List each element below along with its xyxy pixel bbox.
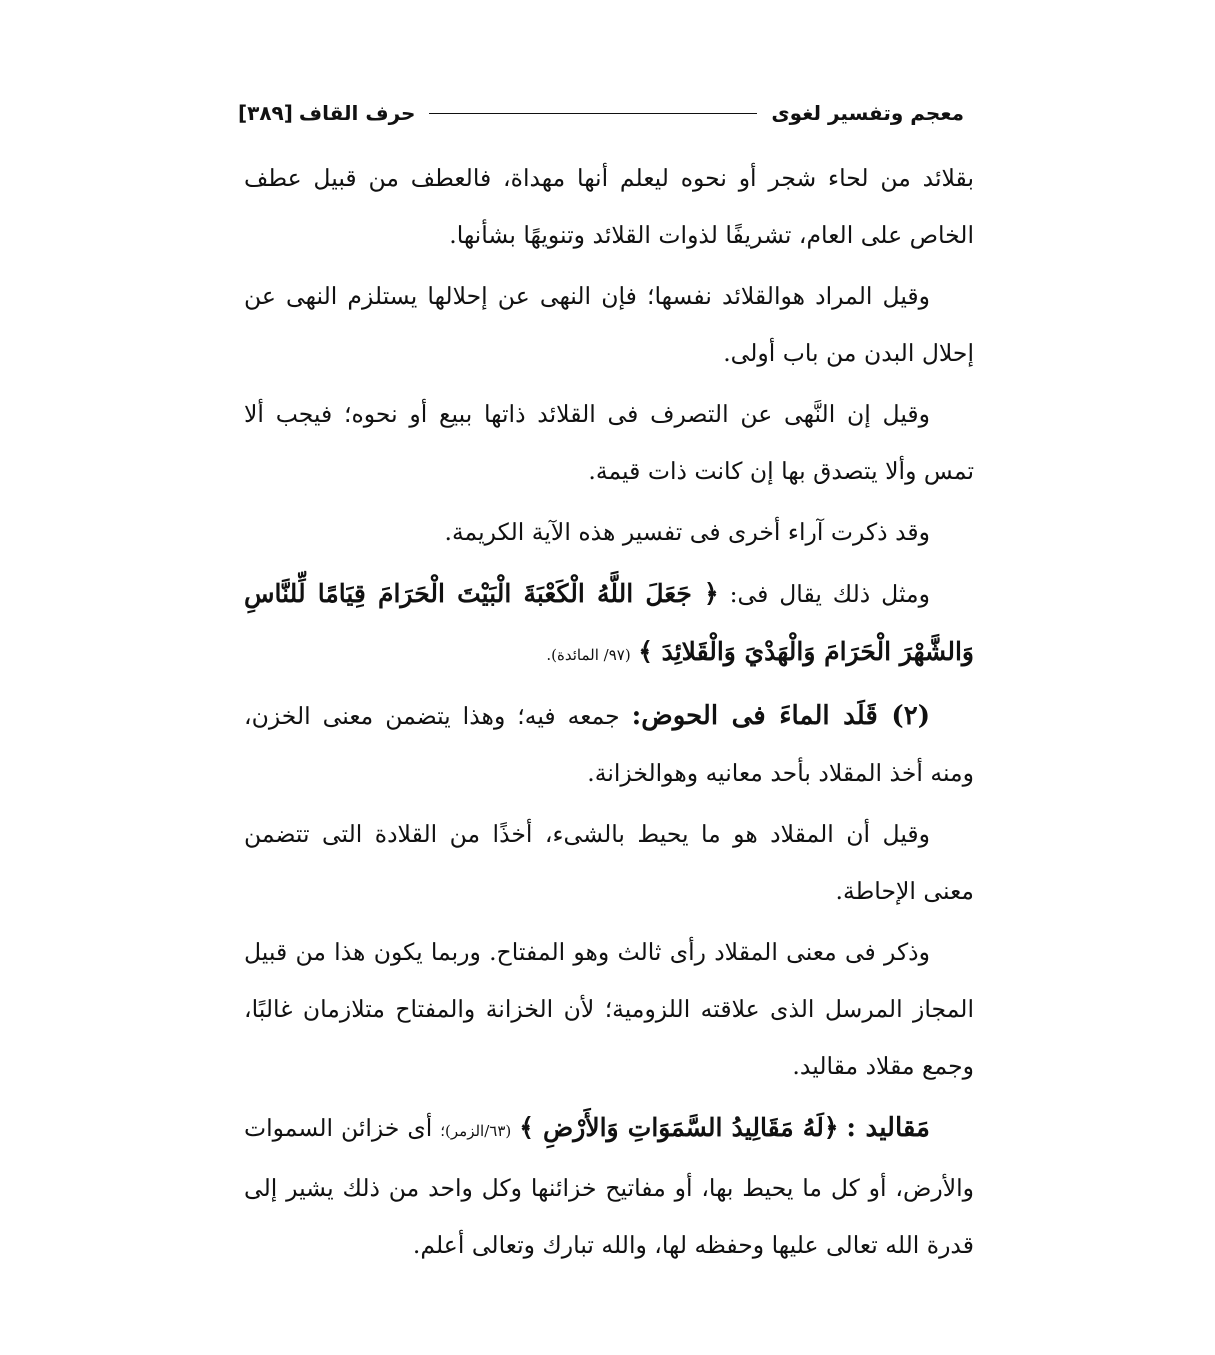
body-text	[244, 150, 974, 1274]
paragraph-8	[244, 924, 974, 1095]
chapter-info	[238, 101, 415, 125]
paragraph-1	[244, 150, 974, 264]
paragraph-3	[244, 386, 974, 500]
paragraph-7	[244, 806, 974, 920]
paragraph-text: وذكر فى معنى المقلاد رأى ثالث وهو المفتاح. وربما يكون هذا من قبيل المجاز المرسل الذى علاقته اللزومية؛ لأن الخزانة والمفتاح متلازمان غالبًا، وجمع مقلاد مقاليد.	[244, 938, 974, 1080]
paragraph-text: جمعه فيه؛ وهذا يتضمن معنى الخزن، ومنه أخذ المقلاد بأحد معانيه وهوالخزانة.	[244, 702, 974, 787]
quran-verse: ﴿لَهُ مَقَالِيدُ السَّمَوَاتِ وَالأَرْضِ ﴾	[519, 1113, 839, 1142]
verse-reference: (٦٣/الزمر)؛	[440, 1122, 512, 1140]
entry-term: مَقاليد :	[846, 1113, 930, 1143]
paragraph-9	[244, 1099, 974, 1274]
paragraph-text: وقد ذكرت آراء أخرى فى تفسير هذه الآية الكريمة.	[444, 518, 930, 546]
verse-reference: (٩٧/ المائدة).	[546, 646, 631, 664]
paragraph-text: أى خزائن السموات والأرض، أو كل ما يحيط بها، أو مفاتيح خزائنها وكل واحد من ذلك يشير إلى قدرة الله تعالى عليها وحفظه لها، والله تبارك وتعالى أعلم.	[244, 1114, 974, 1259]
page-number: [٣٨٩]	[238, 101, 293, 125]
paragraph-2	[244, 268, 974, 382]
book-title: معجم وتفسير لغوى	[771, 101, 964, 125]
header-rule	[429, 113, 757, 114]
quran-verse: ﴿ جَعَلَ اللَّهُ الْكَعْبَةَ الْبَيْتَ الْحَرَامَ قِيَامًا لِّلنَّاسِ وَالشَّهْرَ الْحَرَامَ وَالْهَدْيَ وَالْقَلائِدَ ﴾	[244, 579, 974, 666]
paragraph-5	[244, 565, 974, 684]
paragraph-6	[244, 688, 974, 802]
chapter-title: حرف القاف	[298, 101, 416, 125]
paragraph-4	[244, 504, 974, 561]
running-header	[238, 96, 964, 130]
entry-term: (٢) قَلَد الماءَ فى الحوض:	[631, 701, 930, 731]
paragraph-text: وقيل المراد هوالقلائد نفسها؛ فإن النهى عن إحلالها يستلزم النهى عن إحلال البدن من باب أولى.	[244, 282, 974, 367]
paragraph-intro: ومثل ذلك يقال فى:	[729, 580, 930, 608]
paragraph-text: بقلائد من لحاء شجر أو نحوه ليعلم أنها مهداة، فالعطف من قبيل عطف الخاص على العام، تشريفًا لذوات القلائد وتنويهًا بشأنها.	[244, 164, 974, 249]
paragraph-text: وقيل أن المقلاد هو ما يحيط بالشىء، أخذًا من القلادة التى تتضمن معنى الإحاطة.	[244, 820, 974, 905]
paragraph-text: وقيل إن النَّهى عن التصرف فى القلائد ذاتها ببيع أو نحوه؛ فيجب ألا تمس وألا يتصدق بها إن كانت ذات قيمة.	[244, 400, 974, 485]
